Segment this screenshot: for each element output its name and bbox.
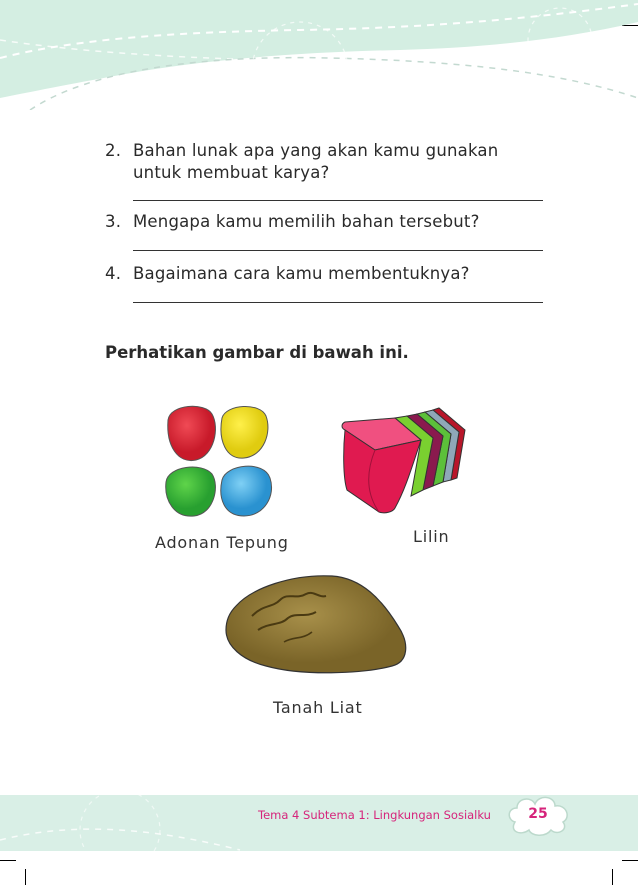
clay-illustration xyxy=(222,570,412,680)
flour-dough-illustration xyxy=(160,400,285,525)
page-number: 25 xyxy=(528,806,548,822)
wax-caption: Lilin xyxy=(413,527,450,546)
answer-line[interactable] xyxy=(133,302,543,303)
footer-text: Tema 4 Subtema 1: Lingkungan Sosialku xyxy=(258,808,491,822)
crop-mark xyxy=(0,860,16,861)
decorative-header-banner xyxy=(0,0,638,110)
clay-caption: Tanah Liat xyxy=(273,698,363,717)
question-text: Bagaimana cara kamu membentuknya? xyxy=(133,264,470,283)
question-text: Mengapa kamu memilih bahan tersebut? xyxy=(133,212,480,231)
crop-mark xyxy=(25,869,26,885)
question-number: 2. xyxy=(105,141,122,160)
crop-mark xyxy=(612,869,613,885)
question-text: Bahan lunak apa yang akan kamu gunakan xyxy=(133,141,499,160)
wax-illustration xyxy=(335,400,475,520)
question-text: untuk membuat karya? xyxy=(133,163,330,182)
flour-dough-caption: Adonan Tepung xyxy=(155,533,289,552)
instruction-heading: Perhatikan gambar di bawah ini. xyxy=(105,343,409,362)
answer-line[interactable] xyxy=(133,200,543,201)
answer-line[interactable] xyxy=(133,250,543,251)
question-number: 4. xyxy=(105,264,122,283)
question-number: 3. xyxy=(105,212,122,231)
crop-mark xyxy=(622,860,638,861)
